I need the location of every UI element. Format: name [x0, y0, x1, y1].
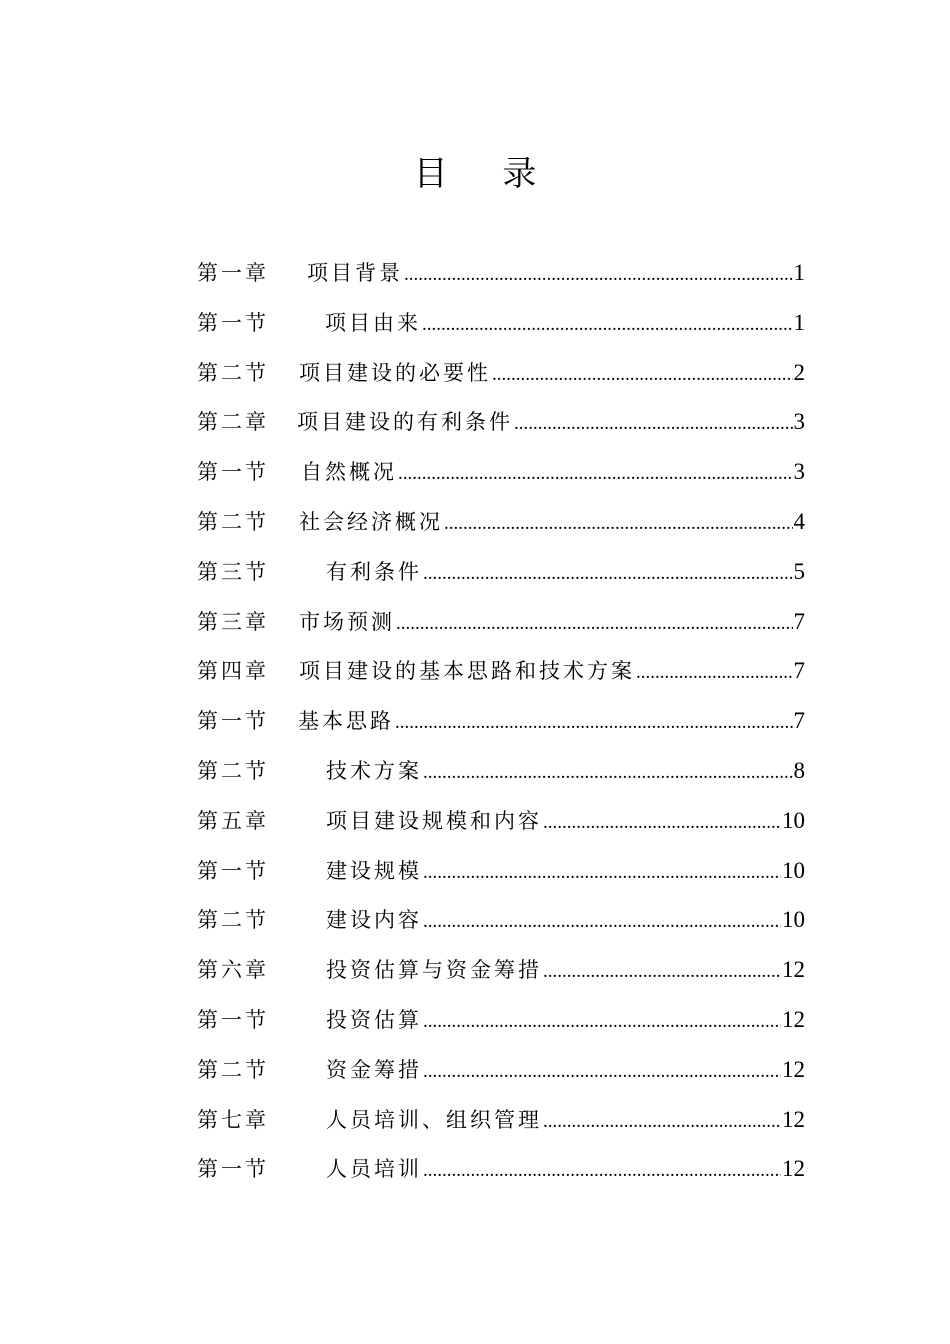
toc-leader-dots: [404, 250, 793, 300]
toc-entry-page: 12: [782, 1056, 805, 1082]
toc-entry[interactable]: [197, 846, 805, 896]
toc-leader-dots: [422, 300, 793, 350]
toc-entry-label: 第二章: [197, 410, 269, 435]
toc-entry[interactable]: [197, 597, 805, 647]
table-of-contents: [197, 248, 805, 1194]
toc-entry-title: 项目建设的必要性: [299, 360, 491, 385]
toc-entry[interactable]: [197, 646, 805, 696]
toc-entry-label: 第二节: [197, 908, 269, 933]
toc-entry-title: 技术方案: [326, 758, 422, 783]
toc-entry-title: 项目由来: [325, 310, 421, 335]
toc-entry-title: 市场预测: [299, 609, 395, 634]
toc-leader-dots: [396, 599, 793, 649]
toc-entry-label: 第一节: [197, 310, 269, 335]
toc-entry[interactable]: [197, 1144, 805, 1194]
toc-entry-title: 项目背景: [307, 261, 403, 285]
toc-entry-label: 第三节: [197, 559, 269, 584]
toc-entry[interactable]: [197, 746, 805, 796]
toc-entry-title: 项目建设规模和内容: [326, 808, 542, 833]
toc-entry-page: 12: [782, 957, 805, 983]
toc-entry-page: 1: [793, 309, 805, 335]
toc-entry-label: 第二节: [197, 360, 269, 385]
toc-entry-page: 12: [782, 1006, 805, 1032]
toc-entry-page: 10: [782, 857, 805, 883]
toc-entry[interactable]: [197, 895, 805, 945]
toc-entry[interactable]: [197, 248, 805, 298]
toc-entry-label: 第一节: [197, 1157, 269, 1182]
toc-entry-label: 第五章: [197, 808, 269, 833]
toc-entry-title: 有利条件: [326, 559, 422, 584]
toc-entry-page: 2: [793, 359, 805, 385]
toc-entry-title: 投资估算: [326, 1007, 422, 1032]
toc-entry-label: 第一节: [197, 709, 269, 734]
toc-entry[interactable]: [197, 397, 805, 447]
toc-entry-page: 3: [793, 409, 805, 435]
toc-entry-title: 资金筹措: [326, 1057, 422, 1082]
toc-entry[interactable]: [197, 995, 805, 1045]
toc-leader-dots: [543, 947, 781, 997]
toc-entry-label: 第三章: [197, 609, 269, 634]
toc-leader-dots: [543, 798, 781, 848]
toc-entry-title: 投资估算与资金筹措: [326, 958, 542, 983]
toc-leader-dots: [636, 648, 793, 698]
toc-entry[interactable]: [197, 1095, 805, 1145]
toc-entry-title: 建设规模: [326, 858, 422, 883]
toc-entry-label: 第二节: [197, 1057, 269, 1082]
toc-title: 目 录: [413, 154, 559, 194]
toc-entry[interactable]: [197, 497, 805, 547]
toc-entry[interactable]: [197, 298, 805, 348]
toc-entry-title: 项目建设的基本思路和技术方案: [299, 659, 635, 684]
toc-entry[interactable]: [197, 447, 805, 497]
toc-entry-page: 1: [793, 260, 805, 285]
toc-entry-page: 10: [782, 907, 805, 933]
toc-leader-dots: [423, 848, 781, 898]
toc-entry[interactable]: [197, 945, 805, 995]
toc-entry-label: 第一节: [197, 1007, 269, 1032]
toc-leader-dots: [444, 499, 793, 549]
toc-leader-dots: [423, 549, 793, 599]
toc-leader-dots: [398, 449, 793, 499]
toc-leader-dots: [423, 1146, 781, 1196]
toc-entry-label: 第一节: [197, 858, 269, 883]
toc-entry-label: 第二节: [197, 509, 269, 534]
toc-entry-label: 第六章: [197, 958, 269, 983]
toc-entry-title: 建设内容: [326, 908, 422, 933]
toc-leader-dots: [423, 897, 781, 947]
toc-entry[interactable]: [197, 796, 805, 846]
toc-entry-title: 人员培训、组织管理: [326, 1107, 542, 1132]
toc-entry-page: 12: [782, 1156, 805, 1182]
toc-entry-title: 自然概况: [301, 460, 397, 485]
toc-leader-dots: [395, 698, 793, 748]
toc-entry[interactable]: [197, 696, 805, 746]
toc-entry-title: 社会经济概况: [299, 509, 443, 534]
toc-entry-page: 7: [793, 608, 805, 634]
toc-entry-title: 人员培训: [326, 1157, 422, 1182]
toc-entry[interactable]: [197, 1045, 805, 1095]
toc-entry-title: 基本思路: [298, 709, 394, 734]
toc-leader-dots: [423, 997, 781, 1047]
toc-entry-page: 7: [793, 708, 805, 734]
toc-leader-dots: [492, 350, 793, 400]
toc-entry-label: 第一节: [197, 460, 269, 485]
toc-leader-dots: [543, 1097, 781, 1147]
toc-leader-dots: [423, 1047, 781, 1097]
toc-entry-page: 5: [793, 558, 805, 584]
toc-entry-label: 第一章: [197, 261, 269, 285]
toc-entry-page: 8: [793, 757, 805, 783]
toc-entry-page: 10: [782, 807, 805, 833]
toc-entry[interactable]: [197, 547, 805, 597]
toc-entry-page: 4: [793, 508, 805, 534]
toc-leader-dots: [423, 748, 793, 798]
toc-entry-page: 12: [782, 1106, 805, 1132]
toc-entry-label: 第七章: [197, 1107, 269, 1132]
toc-entry-label: 第二节: [197, 758, 269, 783]
toc-entry-page: 7: [793, 658, 805, 684]
toc-entry-page: 3: [793, 459, 805, 485]
toc-entry[interactable]: [197, 348, 805, 398]
toc-leader-dots: [514, 399, 793, 449]
toc-entry-title: 项目建设的有利条件: [297, 410, 513, 435]
toc-entry-label: 第四章: [197, 659, 269, 684]
